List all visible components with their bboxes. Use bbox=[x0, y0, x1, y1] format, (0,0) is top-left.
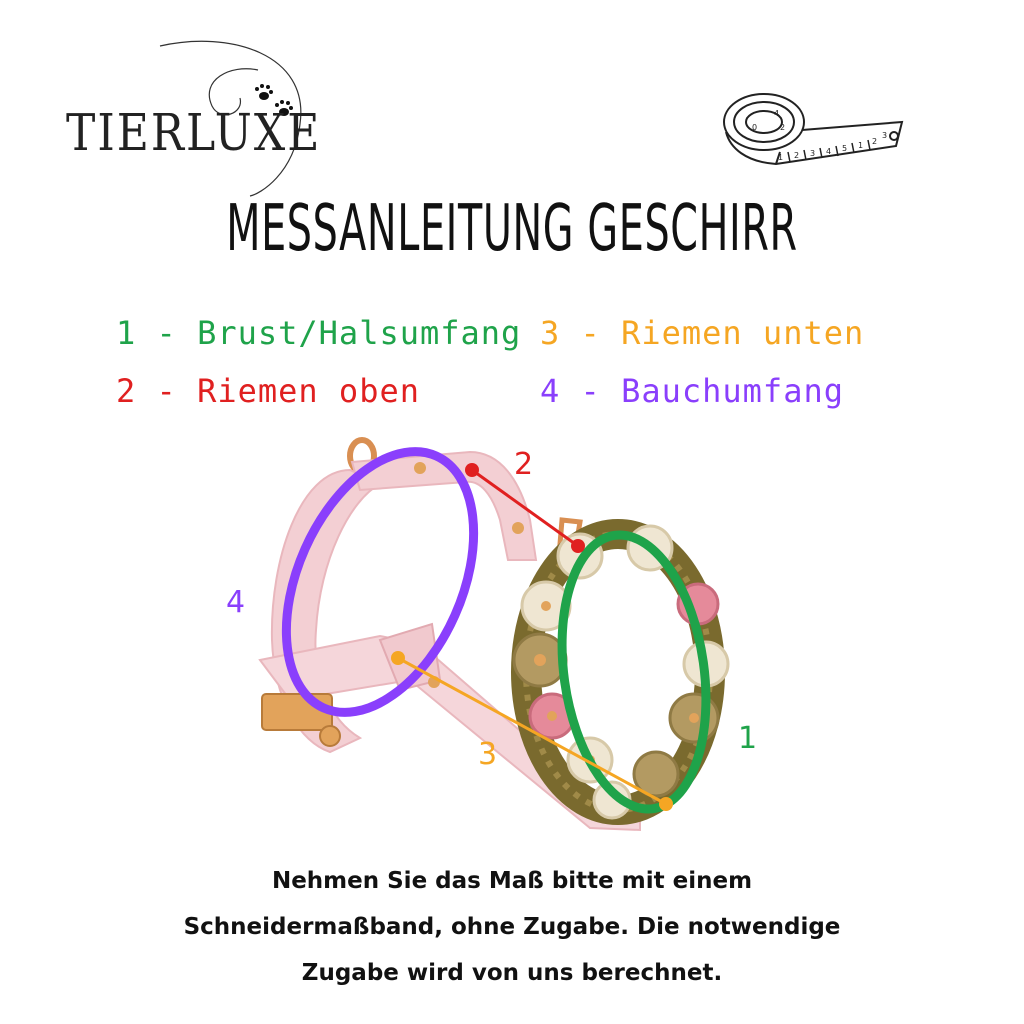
tape-mark: 3 bbox=[882, 131, 888, 140]
buckle-icon bbox=[262, 694, 332, 730]
legend-label: 1 - Brust/Halsumfang bbox=[116, 314, 522, 352]
tape-mark: 2 bbox=[780, 123, 786, 132]
tape-mark: 4 bbox=[826, 147, 832, 156]
legend-label: 3 - Riemen unten bbox=[540, 314, 865, 352]
legend-item-riemen-unten bbox=[540, 314, 864, 352]
legend-label: 4 - Bauchumfang bbox=[540, 372, 844, 410]
tape-mark: 1 bbox=[858, 141, 864, 150]
harness-diagram bbox=[0, 420, 1024, 840]
label-1: 1 bbox=[738, 721, 758, 756]
tape-mark: 2 bbox=[794, 151, 800, 160]
instructions-text bbox=[112, 858, 912, 996]
instructions-line-3: Zugabe wird von uns berechnet. bbox=[301, 960, 723, 986]
tape-mark: 4 bbox=[774, 109, 780, 118]
instructions-line-2: Schneidermaßband, ohne Zugabe. Die notwendige bbox=[183, 914, 841, 940]
measuring-tape-icon bbox=[716, 86, 912, 182]
label-2: 2 bbox=[514, 447, 534, 482]
legend-item-brust-halsumfang bbox=[116, 314, 521, 352]
tape-mark: 3 bbox=[810, 149, 816, 158]
tape-mark: 0 bbox=[752, 123, 758, 132]
logo-text: TIERLUXE bbox=[66, 104, 322, 163]
tape-mark: 5 bbox=[842, 144, 848, 153]
page-title: MESSANLEITUNG GESCHIRR bbox=[226, 192, 798, 266]
tape-mark: 1 bbox=[778, 153, 784, 162]
legend-item-bauchumfang bbox=[540, 372, 844, 410]
instructions-line-1: Nehmen Sie das Maß bitte mit einem bbox=[271, 868, 753, 894]
label-3: 3 bbox=[478, 737, 498, 772]
tape-mark: 2 bbox=[872, 137, 878, 146]
label-4: 4 bbox=[226, 585, 246, 620]
legend-item-riemen-oben bbox=[116, 372, 420, 410]
legend-label: 2 - Riemen oben bbox=[116, 372, 420, 410]
